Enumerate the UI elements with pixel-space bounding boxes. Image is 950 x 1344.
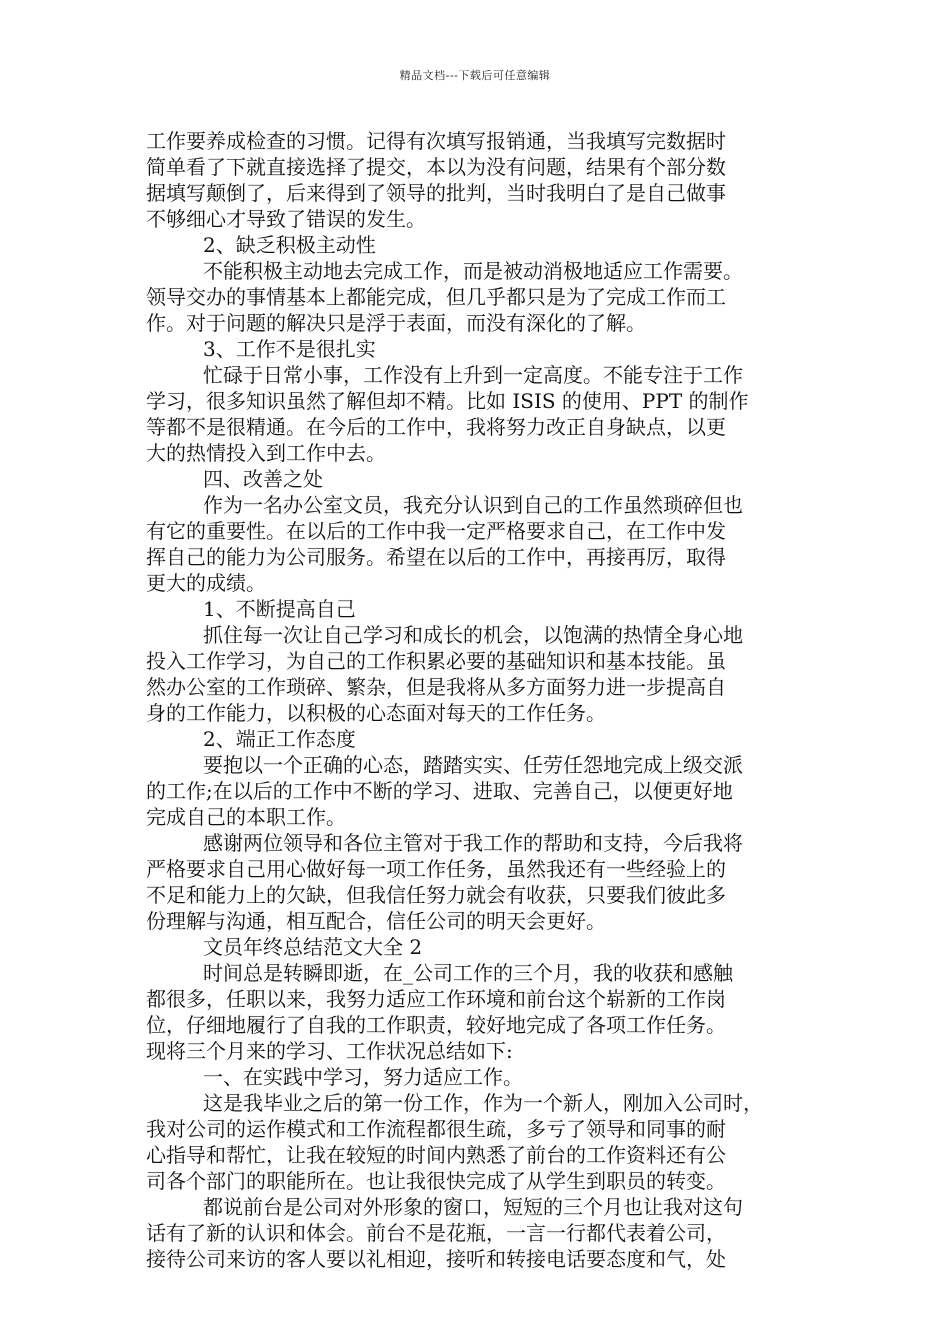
document-line: 时间总是转瞬即逝，在_公司工作的三个月，我的收获和感触 xyxy=(203,961,733,985)
document-line: 忙碌于日常小事，工作没有上升到一定高度。不能专注于工作 xyxy=(203,363,743,387)
document-line: 等都不是很精通。在今后的工作中，我将努力改正自身缺点，以更 xyxy=(146,415,726,439)
document-line: 感谢两位领导和各位主管对于我工作的帮助和支持，今后我将 xyxy=(203,831,743,855)
document-line: 我对公司的运作模式和工作流程都很生疏，多亏了领导和同事的耐 xyxy=(146,1117,726,1141)
document-line: 要抱以一个正确的心态，踏踏实实、任劳任怨地完成上级交派 xyxy=(203,753,743,777)
document-line: 不足和能力上的欠缺，但我信任努力就会有收获，只要我们彼此多 xyxy=(146,883,726,907)
document-line: 作为一名办公室文员，我充分认识到自己的工作虽然琐碎但也 xyxy=(203,493,743,517)
document-line: 都很多，任职以来，我努力适应工作环境和前台这个崭新的工作岗 xyxy=(146,987,726,1011)
document-line: 心指导和帮忙，让我在较短的时间内熟悉了前台的工作资料还有公 xyxy=(146,1143,726,1167)
document-line: 学习，很多知识虽然了解但却不精。比如 ISIS 的使用、PPT 的制作 xyxy=(146,389,749,413)
page-header: 精品文档---下载后可任意编辑 xyxy=(399,69,551,82)
document-line: 现将三个月来的学习、工作状况总结如下: xyxy=(146,1039,513,1063)
document-line: 一、在实践中学习，努力适应工作。 xyxy=(203,1065,523,1089)
document-line: 四、改善之处 xyxy=(203,467,323,491)
document-line: 身的工作能力，以积极的心态面对每天的工作任务。 xyxy=(146,701,606,725)
document-line: 工作要养成检查的习惯。记得有次填写报销通，当我填写完数据时 xyxy=(146,129,726,153)
document-line: 司各个部门的职能所在。也让我很快完成了从学生到职员的转变。 xyxy=(146,1169,726,1193)
document-line: 3、工作不是很扎实 xyxy=(203,337,376,361)
document-body xyxy=(146,128,816,1272)
document-line: 的工作;在以后的工作中不断的学习、进取、完善自己，以便更好地 xyxy=(146,779,733,803)
document-line: 大的热情投入到工作中去。 xyxy=(146,441,386,465)
document-line: 有它的重要性。在以后的工作中我一定严格要求自己，在工作中发 xyxy=(146,519,726,543)
document-line: 投入工作学习，为自己的工作积累必要的基础知识和基本技能。虽 xyxy=(146,649,726,673)
document-line: 接待公司来访的客人要以礼相迎，接听和转接电话要态度和气，处 xyxy=(146,1247,726,1271)
document-line: 严格要求自己用心做好每一项工作任务，虽然我还有一些经验上的 xyxy=(146,857,726,881)
document-line: 抓住每一次让自己学习和成长的机会，以饱满的热情全身心地 xyxy=(203,623,743,647)
document-line: 不能积极主动地去完成工作，而是被动消极地适应工作需要。 xyxy=(203,259,743,283)
document-line: 完成自己的本职工作。 xyxy=(146,805,346,829)
document-line: 份理解与沟通，相互配合，信任公司的明天会更好。 xyxy=(146,909,606,933)
document-line: 作。对于问题的解决只是浮于表面，而没有深化的了解。 xyxy=(146,311,646,335)
document-line: 文员年终总结范文大全 2 xyxy=(203,935,423,959)
document-line: 不够细心才导致了错误的发生。 xyxy=(146,207,426,231)
document-line: 挥自己的能力为公司服务。希望在以后的工作中，再接再厉，取得 xyxy=(146,545,726,569)
document-line: 1、不断提高自己 xyxy=(203,597,356,621)
document-line: 领导交办的事情基本上都能完成，但几乎都只是为了完成工作而工 xyxy=(146,285,726,309)
document-line: 2、缺乏积极主动性 xyxy=(203,233,376,257)
document-line: 然办公室的工作琐碎、繁杂，但是我将从多方面努力进一步提高自 xyxy=(146,675,726,699)
document-line: 2、端正工作态度 xyxy=(203,727,356,751)
document-line: 简单看了下就直接选择了提交，本以为没有问题，结果有个部分数 xyxy=(146,155,726,179)
document-line: 这是我毕业之后的第一份工作，作为一个新人，刚加入公司时， xyxy=(203,1091,763,1115)
document-line: 都说前台是公司对外形象的窗口，短短的三个月也让我对这句 xyxy=(203,1195,743,1219)
document-line: 据填写颠倒了，后来得到了领导的批判，当时我明白了是自己做事 xyxy=(146,181,726,205)
document-line: 位，仔细地履行了自我的工作职责，较好地完成了各项工作任务。 xyxy=(146,1013,726,1037)
document-line: 话有了新的认识和体会。前台不是花瓶，一言一行都代表着公司， xyxy=(146,1221,726,1245)
document-line: 更大的成绩。 xyxy=(146,571,266,595)
